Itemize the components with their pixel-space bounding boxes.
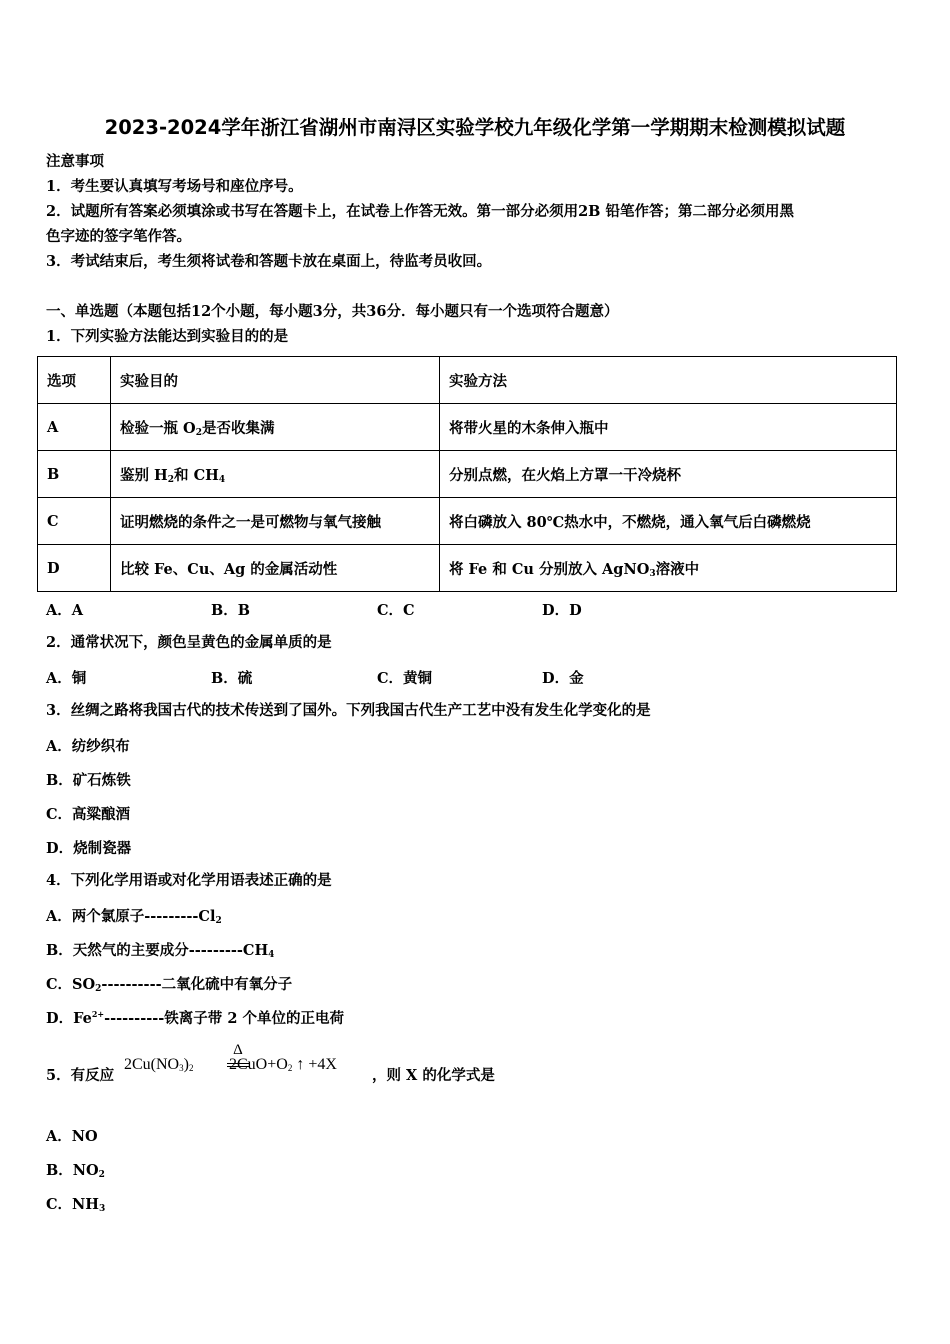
equation-lhs: $2Cu(NO_3)_2$ xyxy=(124,1056,194,1073)
row-goal: 证明燃烧的条件之一是可燃物与氧气接触 xyxy=(111,498,440,545)
row-method: 将白磷放入 80℃热水中，不燃烧，通入氧气后白磷燃烧 xyxy=(440,498,897,545)
row-key: C xyxy=(38,498,111,545)
exam-title: 2023-2024学年浙江省湖州市南浔区实验学校九年级化学第一学期期末检测模拟试题 xyxy=(104,116,846,139)
notice-item-3: 3．考试结束后，考生须将试卷和答题卡放在桌面上，待监考员收回。 xyxy=(46,253,492,270)
row-goal: 鉴别 $H_2$和 $CH_4$ xyxy=(111,451,440,498)
q2-option-b: B．硫 xyxy=(211,670,253,687)
table-header-row xyxy=(38,357,897,404)
row-goal: 检验一瓶 $O_2$是否收集满 xyxy=(111,404,440,451)
q4-option-d: D．$Fe^{2+}----------$铁离子带 2 个单位的正电荷 xyxy=(46,1009,344,1027)
row-key: B xyxy=(38,451,111,498)
q4-option-c: C．$SO_2----------$二氧化硫中有氧分子 xyxy=(46,976,293,994)
question-5-stem-post: ，则 X 的化学式是 xyxy=(372,1067,495,1084)
question-4-stem: 4．下列化学用语或对化学用语表述正确的是 xyxy=(46,872,332,889)
table-header: 实验方法 xyxy=(440,357,897,404)
notice-item-2: 2．试题所有答案必须填涂或书写在答题卡上，在试卷上作答无效。第一部分必须用2B 铅笔作答；第二部分必须用黑 xyxy=(46,203,794,220)
notice-heading: 注意事项 xyxy=(46,153,104,170)
row-method: 将 Fe 和 Cu 分别放入 AgNO$_3$溶液中 xyxy=(440,545,897,592)
section-heading: 一、单选题（本题包括12个小题，每小题3分，共36分．每小题只有一个选项符合题意） xyxy=(46,303,619,320)
question-3-stem: 3．丝绸之路将我国古代的技术传送到了国外。下列我国古代生产工艺中没有发生化学变化的是 xyxy=(46,702,651,719)
question-5-stem-pre: 5．有反应 xyxy=(46,1067,115,1084)
notice-item-1: 1．考生要认真填写考场号和座位序号。 xyxy=(46,178,303,195)
table-header: 实验目的 xyxy=(111,357,440,404)
q3-option-d: D．烧制瓷器 xyxy=(46,840,132,857)
q4-option-b: B．天然气的主要成分$---------CH_4$ xyxy=(46,942,275,960)
table-row xyxy=(38,451,897,498)
q5-option-a: A．NO xyxy=(46,1128,98,1145)
table-row xyxy=(38,404,897,451)
equation-rhs: $2CuO+O_2$ ↑ +4X xyxy=(229,1056,337,1073)
q5-option-b: B．$NO_2$ xyxy=(46,1162,105,1180)
q1-option-c: C．C xyxy=(377,602,415,619)
q2-option-a: A．铜 xyxy=(46,670,87,687)
table-row xyxy=(38,545,897,592)
q1-option-a: A．A xyxy=(46,602,84,619)
notice-item-2-cont: 色字迹的签字笔作答。 xyxy=(46,228,191,245)
q1-option-d: D．D xyxy=(542,602,582,619)
q3-option-c: C．高粱酿酒 xyxy=(46,806,131,823)
question-2-stem: 2．通常状况下，颜色呈黄色的金属单质的是 xyxy=(46,634,332,651)
row-goal: 比较 Fe、Cu、Ag 的金属活动性 xyxy=(111,545,440,592)
q2-option-c: C．黄铜 xyxy=(377,670,433,687)
q3-option-a: A．纺纱织布 xyxy=(46,738,130,755)
q1-option-b: B．B xyxy=(211,602,251,619)
q2-option-d: D．金 xyxy=(542,670,584,687)
table-row xyxy=(38,498,897,545)
equation-condition: Δ xyxy=(227,1042,249,1067)
question-1-stem: 1．下列实验方法能达到实验目的的是 xyxy=(46,328,289,345)
row-key: A xyxy=(38,404,111,451)
row-method: 将带火星的木条伸入瓶中 xyxy=(440,404,897,451)
table-header: 选项 xyxy=(38,357,111,404)
row-method: 分别点燃，在火焰上方罩一干冷烧杯 xyxy=(440,451,897,498)
row-key: D xyxy=(38,545,111,592)
question-1-table xyxy=(37,356,897,592)
q3-option-b: B．矿石炼铁 xyxy=(46,772,131,789)
q5-option-c: C．$NH_3$ xyxy=(46,1196,106,1214)
q4-option-a: A．两个氯原子$---------Cl_2$ xyxy=(46,908,222,926)
